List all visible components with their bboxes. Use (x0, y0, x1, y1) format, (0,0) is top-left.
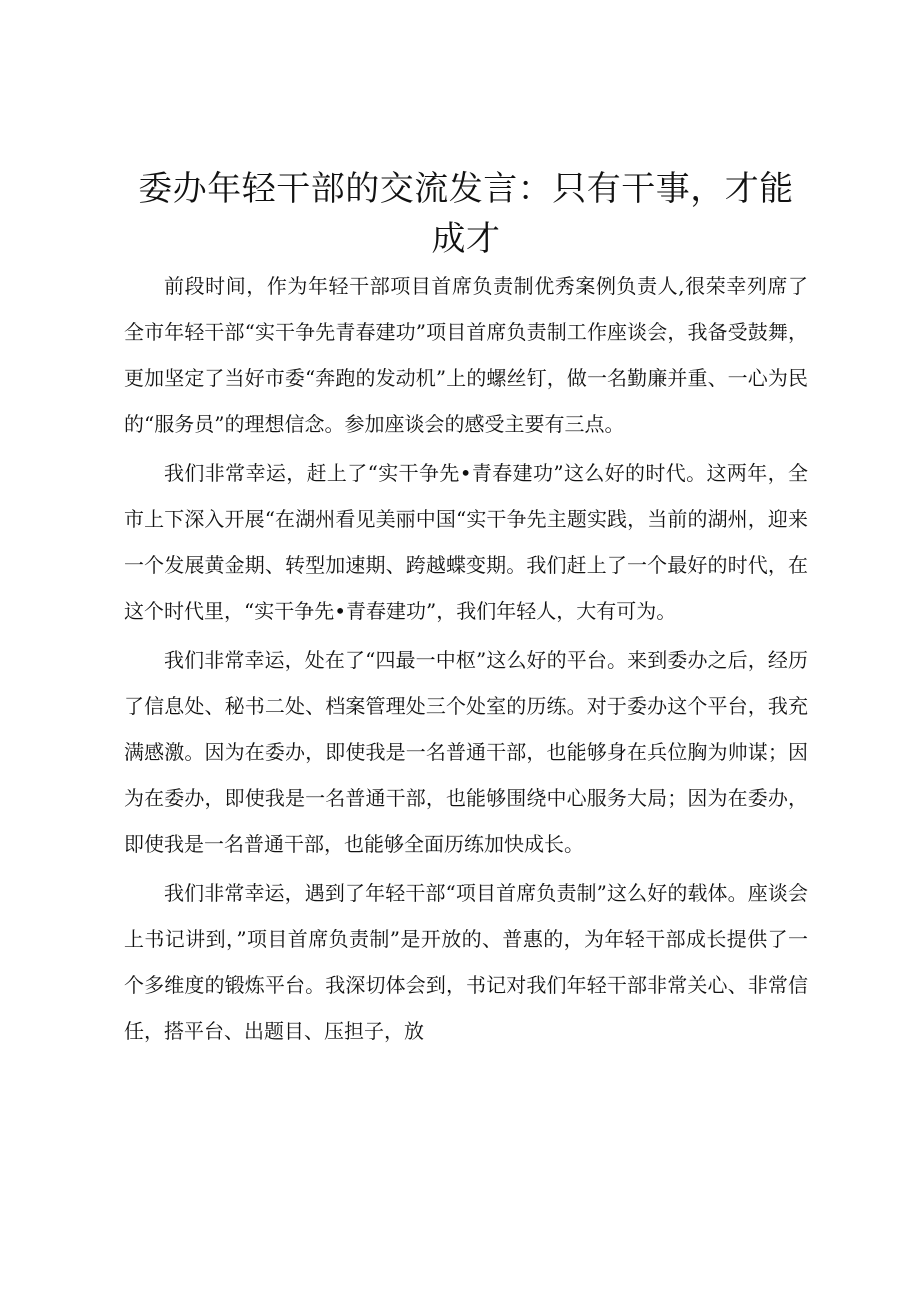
paragraph-3: 我们非常幸运，处在了“四最一中枢”这么好的平台。来到委办之后，经历了信息处、秘书二处、档案管理处三个处室的历练。对于委办这个平台，我充满感激。因为在委办，即使我是一名普通干部，也能够身在兵位胸为帅谋；因为在委办，即使我是一名普通干部，也能够围绕中心服务大局；因为在委办，即使我是一名普通干部，也能够全面历练加快成长。 (124, 648, 808, 856)
paragraph-4: 我们非常幸运，遇到了年轻干部“项目首席负责制”这么好的载体。座谈会上书记讲到，”项目首席负责制”是开放的、普惠的，为年轻干部成长提供了一个多维度的锻炼平台。我深切体会到，书记对我们年轻干部非常关心、非常信任，搭平台、出题目、压担子，放 (124, 881, 808, 1043)
document-title: 委办年轻干部的交流发言：只有干事，才能成才 (138, 169, 794, 259)
paragraph-1: 前段时间，作为年轻干部项目首席负责制优秀案例负责人,很荣幸列席了全市年轻干部“实干争先青春建功”项目首席负责制工作座谈会，我备受鼓舞，更加坚定了当好市委“奔跑的发动机”上的螺丝钉，做一名勤廉并重、一心为民的“服务员”的理想信念。参加座谈会的感受主要有三点。 (124, 274, 808, 436)
document-body (124, 263, 808, 1057)
paragraph-2: 我们非常幸运，赶上了“实干争先•青春建功”这么好的时代。这两年，全市上下深入开展“在湖州看见美丽中国“实干争先主题实践，当前的湖州，迎来一个发展黄金期、转型加速期、跨越蝶变期。我们赶上了一个最好的时代，在这个时代里，“实干争先•青春建功”，我们年轻人，大有可为。 (124, 461, 808, 623)
